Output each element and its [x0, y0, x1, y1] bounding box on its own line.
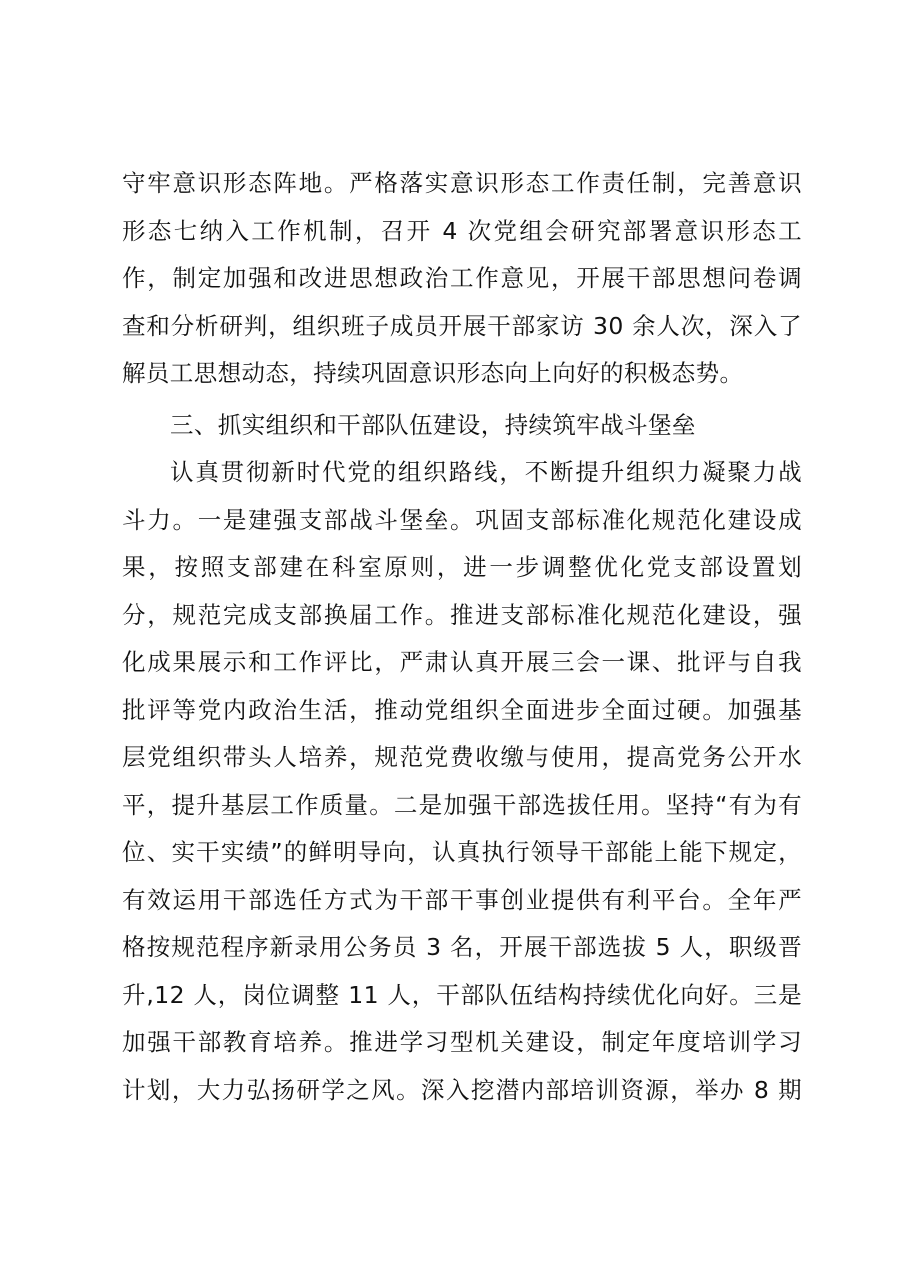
text-line: 层党组织带头人培养，规范党费收缴与使用，提高党务公开水 [122, 743, 802, 771]
text-line: 斗力。一是建强支部战斗堡垒。巩固支部标准化规范化建设成 [122, 505, 802, 534]
text-line: 平，提升基层工作质量。二是加强干部选拔任用。坚持“有为有 [122, 790, 802, 819]
text-line: 格按规范程序新录用公务员 3 名，开展干部选拔 5 人，职级晋 [122, 933, 802, 961]
text-line: 解员工思想动态，持续巩固意识形态向上向好的积极态势。 [122, 359, 744, 387]
text-line: 加强干部教育培养。推进学习型机关建设，制定年度培训学习 [122, 1028, 802, 1056]
text-line: 认真贯彻新时代党的组织路线，不断提升组织力凝聚力战 [170, 458, 802, 486]
text-line: 化成果展示和工作评比，严肃认真开展三会一课、批评与自我 [122, 648, 802, 676]
text-line: 位、实干实绩”的鲜明导向，认真执行领导干部能上能下规定， [122, 838, 802, 866]
section-heading: 三、抓实组织和干部队伍建设，持续筑牢战斗堡垒 [170, 410, 696, 439]
text-line: 分，规范完成支部换届工作。推进支部标准化规范化建设，强 [122, 600, 802, 629]
text-line: 批评等党内政治生活，推动党组织全面进步全面过硬。加强基 [122, 695, 802, 724]
text-line: 升,12 人，岗位调整 11 人，干部队伍结构持续优化向好。三是 [122, 980, 802, 1009]
body-text [122, 160, 802, 1114]
text-line: 形态七纳入工作机制，召开 4 次党组会研究部署意识形态工 [122, 216, 802, 245]
text-line: 守牢意识形态阵地。严格落实意识形态工作责任制，完善意识 [122, 169, 802, 197]
text-line: 果，按照支部建在科室原则，进一步调整优化党支部设置划 [122, 553, 802, 581]
text-line: 有效运用干部选任方式为干部干事创业提供有利平台。全年严 [122, 885, 802, 914]
text-line: 计划，大力弘扬研学之风。深入挖潜内部培训资源，举办 8 期 [122, 1075, 802, 1104]
text-line: 查和分析研判，组织班子成员开展干部家访 30 余人次，深入了 [122, 311, 802, 340]
text-line: 作，制定加强和改进思想政治工作意见，开展干部思想问卷调 [122, 264, 802, 292]
